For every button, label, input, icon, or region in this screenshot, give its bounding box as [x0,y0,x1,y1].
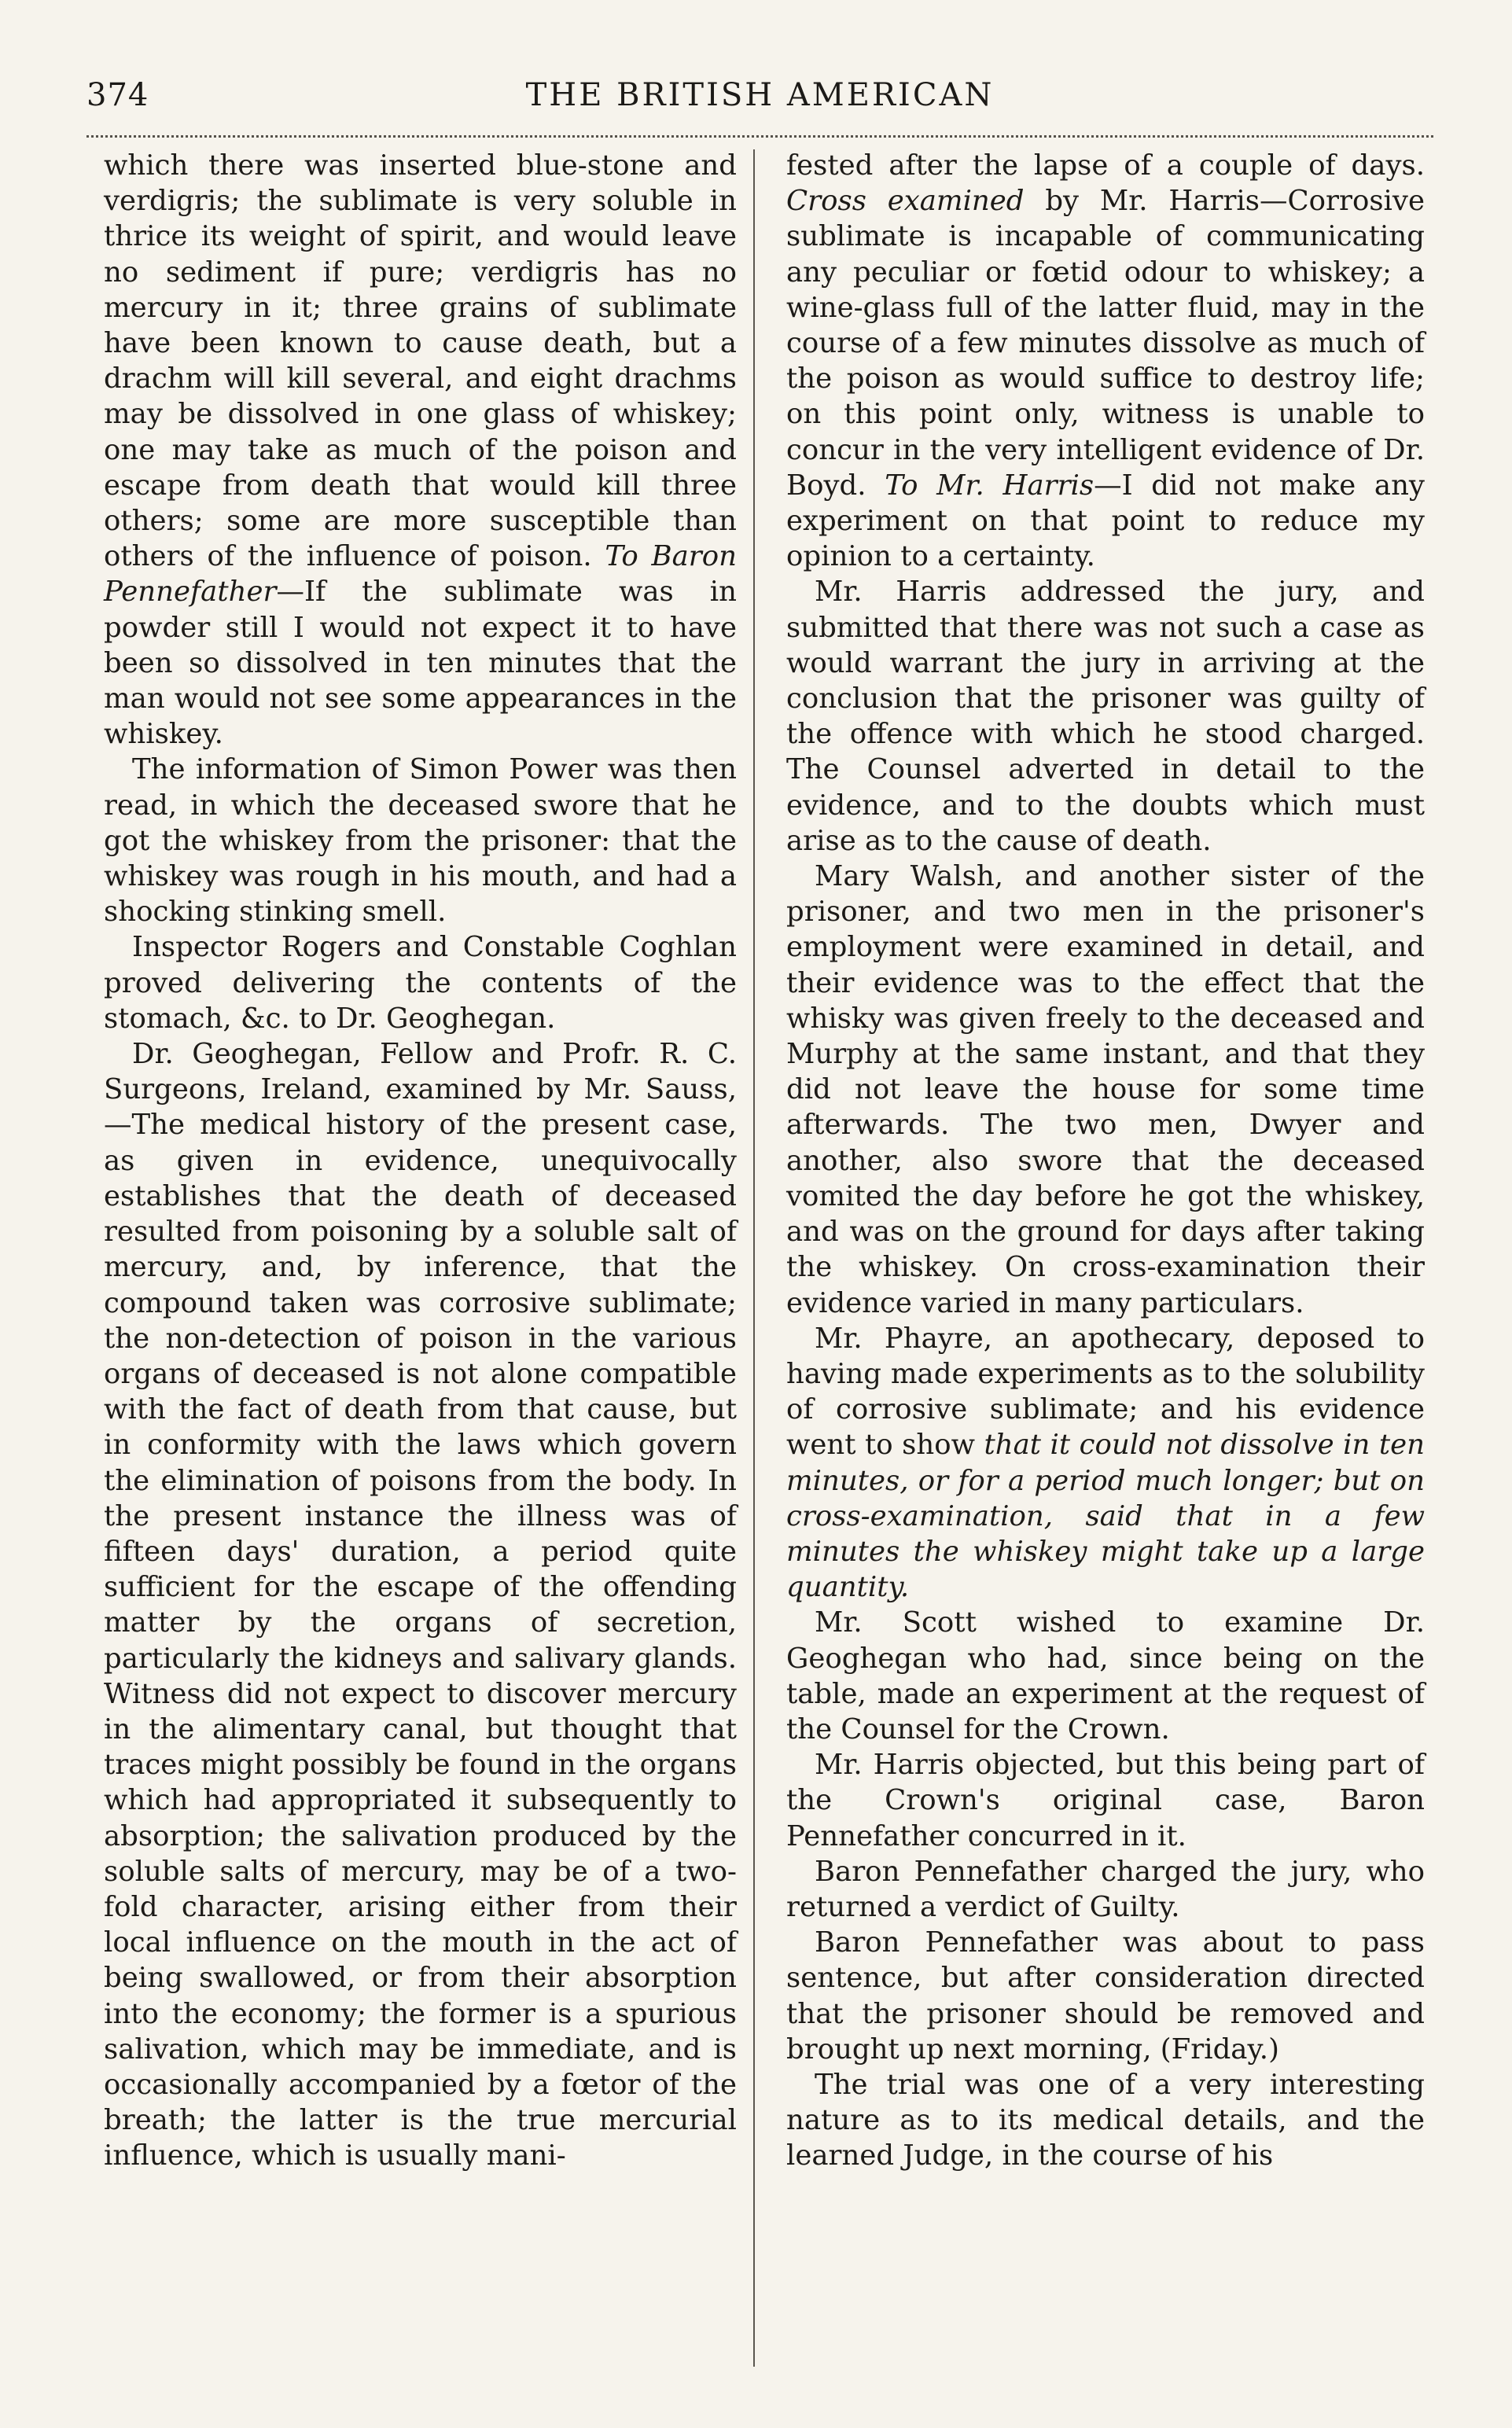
left-column [104,148,737,2174]
paragraph: Mr. Harris addressed the jury, and submitted that there was not such a case as would warrant the jury in arriving at the conclusion that the prisoner was guilty of the offence with which he stood charged. The Counsel adverted in detail to the evidence, and to the doubts which must arise as to the cause of death. [786,576,1425,857]
paragraph: Baron Pennefather charged the jury, who returned a verdict of Guilty. [786,1855,1425,1923]
paragraph: The information of Simon Power was then read, in which the deceased swore that he got the whiskey from the prisoner: that the whiskey was rough in his mouth, and had a shocking stinking smell. [104,753,737,929]
paragraph: Mr. Phayre, an apothecary, deposed to having made experiments as to the solubility of corrosive sublimate; and his evidence went to show that it could not dissolve in ten minutes, or for a period much longer; but on cross-examination, said that in a few minutes the whiskey might take up a large quantity. [786,1322,1425,1604]
paragraph: Dr. Geoghegan, Fellow and Profr. R. C. Surgeons, Ireland, examined by Mr. Sauss,—The medical history of the present case, as given in evidence, unequivocally establishes that the death of deceased resulted from poisoning by a soluble salt of mercury, and, by inference, that the compound taken was corrosive sublimate; the non-detection of poison in the various organs of deceased is not alone compatible with the fact of death from that cause, but in conformity with the laws which govern the elimination of poisons from the body. In the present instance the illness was of fifteen days' duration, a period quite sufficient for the escape of the offending matter by the organs of secretion, particularly the kidneys and salivary glands. Witness did not expect to discover mercury in the alimentary canal, but thought that traces might possibly be found in the organs which had appropriated it subsequently to absorption; the salivation produced by the soluble salts of mercury, may be of a two-fold character, arising either from their local influence on the mouth in the act of being swallowed, or from their absorption into the economy; the former is a spurious salivation, which may be immediate, and is occasionally accompanied by a fœtor of the breath; the latter is the true mercurial influence, which is usually mani- [104,1038,737,2172]
paragraph: fested after the lapse of a couple of days. Cross examined by Mr. Harris—Corrosive sublimate is incapable of communicating any peculiar or fœtid odour to whiskey; a wine-glass full of the latter fluid, may in the course of a few minutes dissolve as much of the poison as would suffice to destroy life; on this point only, witness is unable to concur in the very intelligent evidence of Dr. Boyd. To Mr. Harris—I did not make any experiment on that point to reduce my opinion to a certainty. [786,149,1425,573]
paragraph: which there was inserted blue-stone and verdigris; the sublimate is very soluble in thrice its weight of spirit, and would leave no sediment if pure; verdigris has no mercury in it; three grains of sublimate have been known to cause death, but a drachm will kill several, and eight drachms may be dissolved in one glass of whiskey; one may take as much of the poison and escape from death that would kill three others; some are more susceptible than others of the influence of poison. To Baron Pennefather—If the sublimate was in powder still I would not expect it to have been so dissolved in ten minutes that the man would not see some appearances in the whiskey. [104,149,737,751]
page-number: 374 [86,77,149,113]
paragraph: Mr. Scott wished to examine Dr. Geoghegan who had, since being on the table, made an experiment at the request of the Counsel for the Crown. [786,1606,1425,1746]
paragraph: Mary Walsh, and another sister of the prisoner, and two men in the prisoner's employment were examined in detail, and their evidence was to the effect that the whisky was given freely to the deceased and Murphy at the same instant, and that they did not leave the house for some time afterwards. The two men, Dwyer and another, also swore that the deceased vomited the day before he got the whiskey, and was on the ground for days after taking the whiskey. On cross-examination their evidence varied in many particulars. [786,860,1425,1319]
header-rule [86,135,1433,138]
paragraph: Mr. Harris objected, but this being part of the Crown's original case, Baron Pennefather concurred in it. [786,1749,1425,1852]
right-column [786,148,1425,2174]
paragraph: Baron Pennefather was about to pass sentence, but after consideration directed that the prisoner should be removed and brought up next morning, (Friday.) [786,1926,1425,2066]
running-title: THE BRITISH AMERICAN [525,77,995,113]
running-head [86,77,1433,124]
paragraph: Inspector Rogers and Constable Coghlan proved delivering the contents of the stomach, &c. to Dr. Geoghegan. [104,931,737,1035]
column-divider [753,149,755,2367]
paragraph: The trial was one of a very interesting nature as to its medical details, and the learned Judge, in the course of his [786,2068,1425,2172]
